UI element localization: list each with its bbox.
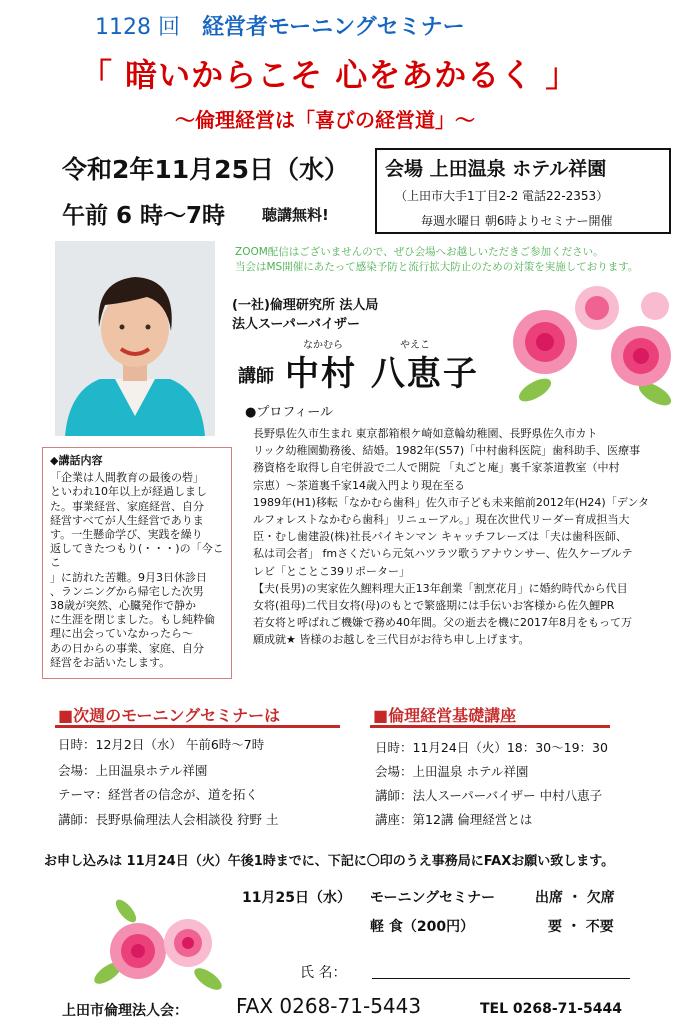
row-value: 11月24日（火）18：30～19：30 [412, 740, 608, 755]
basic-row-date [375, 738, 608, 756]
rose-illustration-bottom [90, 893, 225, 998]
profile-text [253, 425, 673, 649]
row-value: 12月2日（水） 午前6時～7時 [95, 737, 265, 752]
lecturer-org: (一社)倫理研究所 法人局 [232, 298, 379, 313]
form-seminar-label: モーニングセミナー [370, 890, 496, 906]
row-label: テーマ [58, 787, 96, 802]
next-row-theme [58, 785, 258, 803]
talk-line: に生涯を閉じました。もし純粋倫 [50, 613, 215, 627]
free-admission: 聴講無料! [262, 206, 329, 224]
rose-illustration [505, 282, 677, 412]
talk-line: 」に訪れた苦難。9月3日休診日 [50, 570, 207, 584]
section-divider [370, 725, 610, 728]
talk-line: た。事業経営、家庭経営、自分 [50, 499, 204, 513]
main-title: 「 暗いからこそ 心をあかるく 」 [80, 56, 579, 94]
talk-content-box [42, 447, 232, 679]
lecturer-role: 法人スーパーバイザー [232, 317, 361, 332]
talk-line: す。一生懸命学び、実践を繰り [50, 528, 203, 542]
form-name-label: 氏 名： [300, 965, 347, 981]
row-value: 法人スーパーバイザー 中村八恵子 [412, 788, 603, 803]
event-time: 午前 6 時～7時 [62, 203, 226, 229]
rose-icon [505, 282, 677, 412]
row-label: 講師： [58, 812, 96, 827]
profile-line: 女将(祖母)二代目女将(母)のもとで繁盛期には手伝いお客様から佐久鯉PR [253, 599, 615, 613]
row-value: ：経営者の信念が、道を拓く [95, 787, 259, 802]
series-name: 経営者モーニングセミナー [201, 15, 465, 40]
basic-row-lecturer [375, 786, 602, 804]
section-divider [55, 725, 340, 728]
row-label: 会場 [58, 763, 84, 778]
next-row-venue [58, 761, 207, 779]
profile-line: 願成就★ 皆様のお越しを三代目がお待ち申し上げます。 [253, 633, 530, 647]
talk-line: 経営をお話いたします。 [50, 655, 171, 669]
zoom-notice-line: 当会はMS開催にあたって感染予防と流行拡大防止のための対策を実施しております。 [235, 261, 639, 273]
venue-box [375, 148, 671, 234]
application-notice: お申し込みは 11月24日（火）午後1時までに、下記に〇印のうえ事務局にFAXお願い致します。 [44, 854, 615, 869]
next-row-lecturer [58, 810, 278, 828]
lecturer-photo [55, 241, 215, 436]
profile-line: 若女将と呼ばれご機嫌で務め40年間。父の逝去を機に2017年8月をもって万 [253, 616, 632, 630]
rose-icon [90, 893, 225, 998]
talk-line: 返してきたつもり(・・・)の「今ここ [50, 542, 224, 570]
profile-line: レビ「とことこ39リポーター」 [253, 564, 410, 578]
talk-line: 理に出会っていなかったら～ [50, 627, 193, 641]
profile-line: 長野県佐久市生まれ 東京都箱根ケ崎如意輪幼稚園、長野県佐久市カト [253, 427, 598, 440]
row-label: 講座： [375, 812, 413, 827]
profile-line: 【夫(長男)の実家佐久鯉料理大正13年創業「割烹花月」に婚約時代から代目 [253, 581, 628, 595]
talk-line: 38歳が突然、心臓発作で静か [50, 599, 196, 613]
form-date: 11月25日（水） [242, 890, 351, 906]
footer-organization: 上田市倫理法人会： [62, 1003, 188, 1019]
row-label: 日時： [58, 737, 96, 752]
row-value: ：上田温泉 ホテル祥園 [400, 764, 529, 779]
profile-line: ルフォレストなかむら歯科」リニューアル。」現在次世代リーダー育成担当大 [253, 513, 630, 527]
name-field[interactable] [372, 978, 630, 979]
talk-heading: ◆講話内容 [50, 454, 103, 467]
series-heading [95, 10, 465, 41]
row-value: ：上田温泉ホテル祥園 [83, 763, 208, 778]
next-row-date [58, 735, 264, 753]
row-label: 講師： [375, 788, 413, 803]
ruby-given-name: やえこ [400, 340, 430, 351]
footer-fax: FAX 0268-71-5443 [236, 994, 422, 1018]
session-number: 1128 回 [95, 15, 180, 40]
talk-line: あの日からの事業、家庭、自分 [50, 641, 204, 655]
basic-row-course [375, 810, 532, 828]
lecturer-label: 講師 [238, 366, 274, 387]
profile-line: 務資格を取得し自宅併設で二人で開院 「丸ごと庵」裏千家茶道教室（中村 [253, 461, 620, 475]
form-meal-options[interactable]: 要 ・ 不要 [548, 919, 614, 935]
profile-line: 私は司会者」 fmさくだいら元気ハツラツ歌うアナウンサー、佐久ケーブルテ [253, 547, 633, 561]
row-label: 会場 [375, 764, 401, 779]
talk-line: 、ランニングから帰宅した次男 [50, 584, 204, 598]
form-seminar-options[interactable]: 出席 ・ 欠席 [535, 890, 615, 906]
talk-line: といわれ10年以上が経過しまし [50, 485, 207, 499]
profile-line: 宗恵）～茶道裏千家14歳入門より現在至る [253, 478, 465, 492]
talk-line: 「企業は人間教育の最後の砦」 [50, 471, 204, 485]
row-value: 第12講 倫理経営とは [412, 812, 533, 827]
basic-row-venue [375, 762, 528, 780]
row-value: 長野県倫理法人会相談役 狩野 土 [95, 812, 279, 827]
ruby-family-name: なかむら [303, 340, 343, 351]
event-date: 令和2年11月25日（水） [62, 155, 349, 184]
profile-line: 1989年(H1)移転「なかむら歯科」佐久市子ども未来館前2012年(H24)「デンタ [253, 495, 650, 509]
portrait-image [55, 241, 215, 436]
profile-line: リック幼稚園勤務後、結婚。1982年(S57)「中村歯科医院」歯科助手、医療事 [253, 444, 641, 458]
lecturer-name: 中村 八恵子 [285, 354, 479, 394]
row-label: 日時： [375, 740, 413, 755]
venue-address: （上田市大手1丁目2-2 電話22-2353） [395, 189, 609, 203]
next-seminar-title: ■次週のモーニングセミナーは [58, 706, 281, 725]
profile-line: 臣・むし歯建設(株)社長バイキンマン キャッチフレーズは「夫は歯科医師、 [253, 530, 627, 544]
form-meal-label: 軽 食（200円） [370, 919, 475, 935]
profile-heading: ●プロフィール [245, 405, 334, 420]
footer-tel: TEL 0268-71-5444 [480, 1001, 622, 1017]
talk-line: 経営すべてが人生経営でありま [50, 513, 204, 527]
venue-name: 会場 上田温泉 ホテル祥園 [385, 158, 607, 180]
subtitle: ～倫理経営は「喜びの経営道」～ [175, 108, 475, 132]
venue-schedule: 毎週水曜日 朝6時よりセミナー開催 [421, 214, 613, 228]
basic-course-title: ■倫理経営基礎講座 [373, 706, 517, 725]
zoom-notice-line: ZOOM配信はございませんので、ぜひ会場へお越しいただきご参加ください。 [235, 246, 604, 258]
zoom-notice [235, 245, 685, 275]
